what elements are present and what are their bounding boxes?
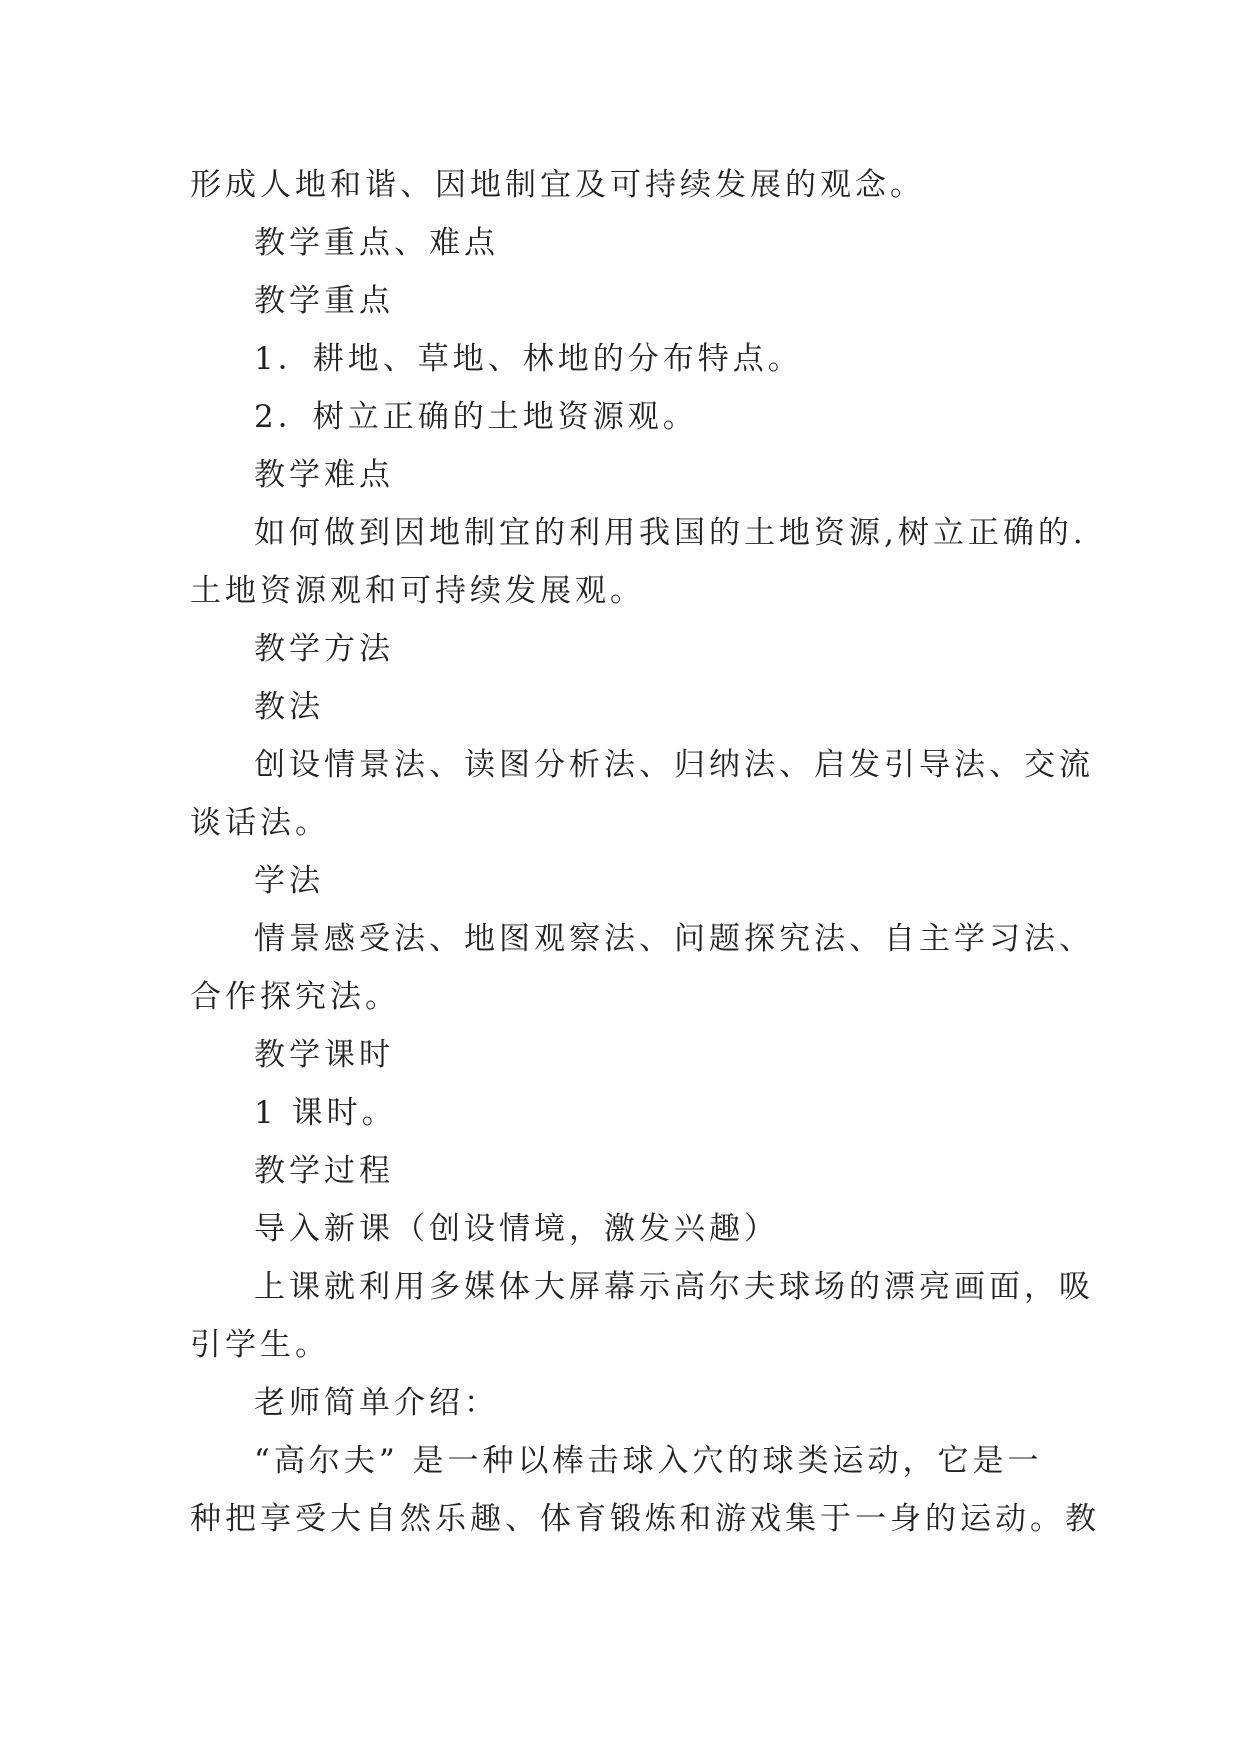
document-body [190,156,1100,1548]
paragraph-text: 如何做到因地制宜的利用我国的土地资源,树立正确的. [254,515,1087,551]
paragraph-text: 上课就利用多媒体大屏幕示高尔夫球场的漂亮画面，吸 [254,1269,1094,1305]
heading-teaching-methods: 教学方法 [254,631,394,667]
heading-teaching-approach: 教法 [254,689,324,725]
paragraph-continuation: 土地资源观和可持续发展观。 [190,573,645,609]
paragraph-text: 1 课时。 [254,1095,397,1131]
subheading-introduction: 导入新课（创设情境，激发兴趣） [254,1211,779,1247]
paragraph-text: 情景感受法、地图观察法、问题探究法、自主学习法、 [254,921,1094,957]
paragraph-text: 老师简单介绍： [254,1385,499,1421]
paragraph-continuation: 谈话法。 [190,805,330,841]
paragraph-continuation: 种把享受大自然乐趣、体育锻炼和游戏集于一身的运动。教 [190,1501,1100,1537]
paragraph-continuation: 引学生。 [190,1327,330,1363]
heading-class-hours: 教学课时 [254,1037,394,1073]
heading-difficult-points: 教学难点 [254,457,394,493]
list-item-2: 2．树立正确的土地资源观。 [254,399,698,435]
paragraph-continuation: 形成人地和谐、因地制宜及可持续发展的观念。 [190,167,925,203]
heading-key-points: 教学重点 [254,283,394,319]
heading-teaching-process: 教学过程 [254,1153,394,1189]
heading-key-difficult-points: 教学重点、难点 [254,225,499,261]
heading-learning-approach: 学法 [254,863,324,899]
paragraph-text: 创设情景法、读图分析法、归纳法、启发引导法、交流 [254,747,1094,783]
paragraph-continuation: 合作探究法。 [190,979,400,1015]
paragraph-text: “高尔夫” 是一种以棒击球入穴的球类运动，它是一 [254,1443,1043,1479]
list-item-1: 1．耕地、草地、林地的分布特点。 [254,341,803,377]
